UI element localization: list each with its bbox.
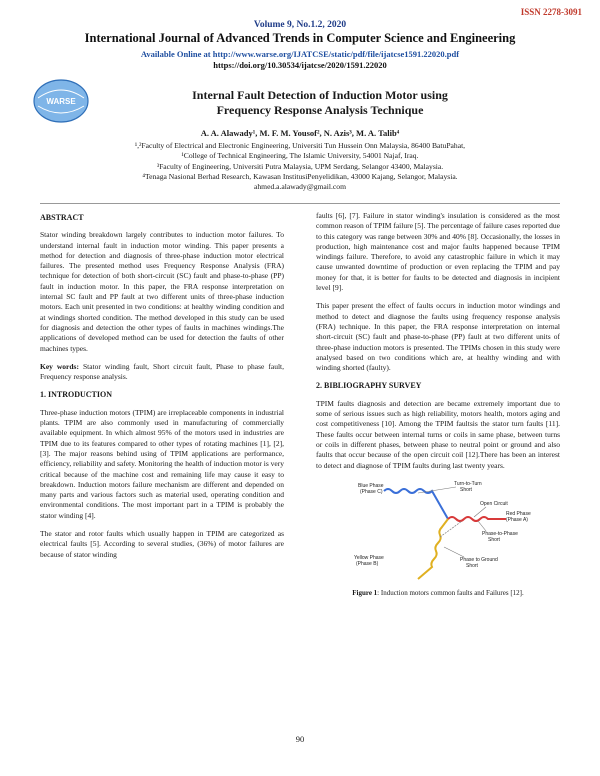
label-phase-a: (Phase A) (506, 516, 528, 523)
paper-title (120, 88, 520, 118)
doi-link[interactable]: https://doi.org/10.30534/ijatcse/2020/1591.22020 (213, 60, 387, 70)
right-column (316, 211, 560, 598)
label-phase-b: (Phase B) (356, 560, 379, 567)
yellow-phase-winding (418, 519, 448, 579)
logo-text: WARSE (46, 97, 76, 106)
page-number: 90 (295, 734, 305, 744)
blue-phase-winding (384, 489, 448, 519)
label-open-circuit: Open Circuit (480, 500, 508, 507)
caption-label: Figure 1 (352, 588, 378, 597)
bibliography-heading: 2. BIBLIOGRAPHY SURVEY (316, 381, 422, 391)
intro-paragraph: The stator and rotor faults which usually happen in TPIM are categorized as electrical faults [5]. According to several studies, (36%) of motor failures are because of stator winding (40, 529, 284, 559)
affiliation-line: ⁴Tenaga Nasional Berhad Research, Kawasan InstitusiPenyelidikan, 43000 Kajang, Selangor, Malaysia. (142, 171, 458, 181)
intro-paragraph: Three-phase induction motors (TPIM) are irreplaceable components in industrial plants. TPIM are also commonly used in manufacturing of commercially available equipment. In which almost 95% of the motors used in industries are TPIM due to its features compared to other types of rotating machines [1], [2], [3]. The major reasons behind using of TPIM applications are performance, efficiency, reliability and safety. Monitoring the health of induction motor is very critical because of the machine cost and remaining life may cause it easy to breakdown. Induction motors failure mechanism are different and depended on many parts and various factors such as material used, operating condition and environmental conditions. The most important part in a TPIM is probably the stator winding [4]. (40, 407, 284, 520)
available-online-link[interactable]: Available Online at http://www.warse.org/IJATCSE/static/pdf/file/ijatcse1591.22020.pdf (140, 49, 460, 59)
journal-title: International Journal of Advanced Trends in Computer Science and Engineering (84, 31, 516, 45)
keywords-text: Stator winding fault, Short circuit fault, Phase to phase fault, Frequency response analysis. (40, 361, 284, 382)
label-phase-to-ground: Phase to Ground (460, 556, 498, 563)
red-phase-winding (448, 517, 506, 521)
keywords-label: Key words: (40, 361, 79, 371)
label-short-2: Short (488, 536, 500, 543)
label-red-phase: Red Phase (506, 510, 531, 517)
left-column (40, 213, 284, 568)
abstract-text: Stator winding breakdown largely contributes to induction motor failures. To understand internal fault in induction motor winding. This paper presents a method for detection and diagnosis of three-phase induction motor electrical failures. The presented method uses Frequency Response Analysis (FRA) technique for detection of both short-circuit (SC) fault and phase-to-phase (PP) fault in induction motor. In this paper, the FRA response interpretation on internal SC fault and PP fault at two different units of three-phase induction motors. Each unit presented in two conditions: at healthy winding condition and at windings shorted condition. The method developed in this study can be used for diagnosis and detection the other types of faults in machines windings.The applications of developed method can be used for detection the faults of other machines types. (40, 230, 284, 353)
keywords (40, 362, 284, 383)
header-divider (40, 203, 560, 204)
affiliation-line: ³Faculty of Engineering, Universiti Putra Malaysia, UPM Serdang, Selangor 43400, Malaysia. (156, 161, 444, 171)
label-phase-c: (Phase C) (360, 488, 383, 495)
fault-diagram (316, 479, 560, 585)
label-short-3: Short (466, 562, 478, 569)
label-yellow-phase: Yellow Phase (354, 554, 384, 561)
warse-logo (32, 78, 90, 124)
figure-motor-faults (316, 479, 560, 585)
volume-label: Volume 9, No.1.2, 2020 (253, 20, 347, 30)
authors: A. A. Alawady¹, M. F. M. Yousof², N. Azis³, M. A. Talib⁴ (200, 128, 400, 138)
issn-label: ISSN 2278-3091 (520, 7, 582, 17)
figure-caption (316, 588, 560, 598)
title-line: Frequency Response Analysis Technique (216, 103, 424, 117)
affiliations (30, 141, 570, 192)
label-turn-to-turn: Turn-to-Turn (454, 480, 482, 487)
author-email[interactable]: ahmed.a.alawady@gmail.com (254, 182, 346, 192)
body-paragraph: faults [6], [7]. Failure in stator winding's insulation is considered as the most common reason of TPIM failure [5]. The percentage of failure cases reported due to this category was range between 30% and 40% [8]. Occasionally, the losses in production, high maintenance cost and major faults happened because TPIM windings failure. Therefore, to avoid any catastrophic failure in which it may cause unwanted downtime of production or even replacing the TPIM and pay money for that, it is better for faults to be detected and diagnosis in incipient level [9]. (316, 211, 560, 293)
caption-text: : Induction motors common faults and Failures [12]. (377, 588, 524, 597)
label-phase-to-phase: Phase-to-Phase (482, 530, 518, 537)
title-line: Internal Fault Detection of Induction Motor using (192, 88, 448, 102)
label-blue-phase: Blue Phase (358, 482, 384, 489)
label-short: Short (460, 486, 472, 493)
introduction-heading: 1. INTRODUCTION (40, 390, 113, 400)
body-paragraph: This paper present the effect of faults occurs in induction motor windings and method to detect and diagnose the faults using frequency response analysis (FRA) technique. In this paper, the FRA response interpretation on internal short-circuit (SC) fault and phase-to-phase (PP) fault at two different units of three-phase induction motors is presented. The TPIMs chosen in this study were analysed based on two conditions which are, at healthy winding and with winding shorted (faulty). (316, 301, 560, 373)
body-paragraph: TPIM faults diagnosis and detection are became extremely important due to some of serious issues such as high reliability, motors health, motors aging and cost competitiveness [10]. Among the TPIM faultsis the stator turn faults [11]. These faults occur between internal turns or coils in same phase, between turns or coils in different phases, between phase to neutral point or ground and also faults that occur because of the open circuit coil [12].There has been an interest to detect and diagnose of TPIM faults during last twenty years. (316, 398, 560, 470)
affiliation-line: ¹College of Technical Engineering, The Islamic University, 54001 Najaf, Iraq. (181, 151, 419, 161)
affiliation-line: ¹,²Faculty of Electrical and Electronic Engineering, Universiti Tun Hussein Onn Malaysia, 86400 BatuPahat, (134, 141, 466, 150)
abstract-heading: ABSTRACT (40, 213, 84, 222)
